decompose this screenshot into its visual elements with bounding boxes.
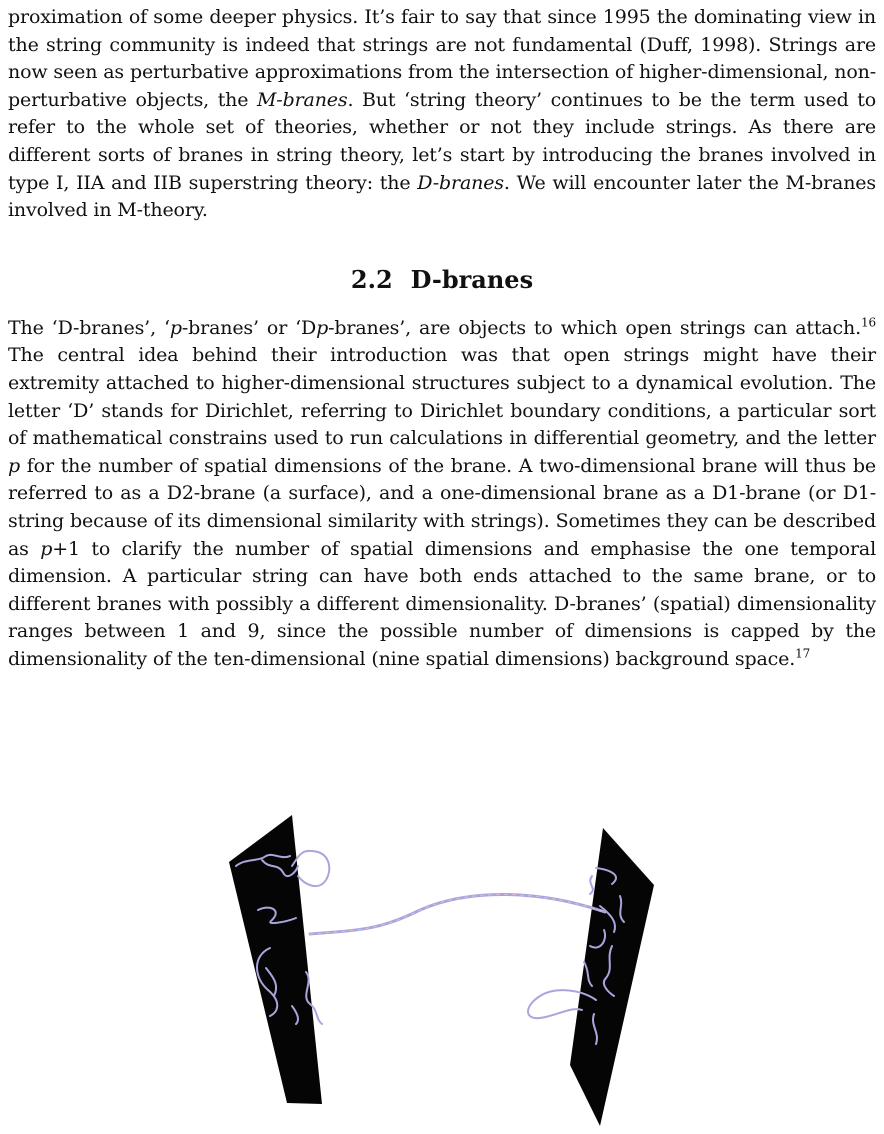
page-body [8,4,876,673]
text-run: for the number of spatial dimensions of the brane. A two-dimensional brane will thus be referred to as a D2-brane (a surface), and a one-dimensional brane as a D1-brane (or D1-string because of its dimensional similarity with strings). Sometimes they can be described as [8,454,876,560]
text-run: . We will encounter later the M-branes involved in M-theory. [8,171,877,222]
section-title: D-branes [410,264,534,294]
text-run: proximation of some deeper physics. It’s fair to say that since 1995 the dominating view in the string community is indeed that strings are not fundamental (Duff, 1998). Strings are now seen as perturbative approximations from the intersection of higher-dimensional, non-perturbative objects, the [8,6,876,111]
paragraph-d-branes [8,315,876,674]
math-p: p [316,316,329,339]
text-run: -branes’, are objects to which open strings can attach. [328,316,862,339]
math-p: p [169,316,182,339]
emphasis-d-branes: D-branes [417,171,504,194]
text-run: The ‘D-branes’, ‘ [8,316,170,339]
d-branes-figure [0,788,884,1134]
math-p: p [8,454,21,477]
text-run: . But ‘string theory’ continues to be the term used to refer to the whole set of theories, whether or not they include strings. As there are different sorts of branes in string theory, let’s start by introducing the branes involved in type I, IIA and IIB superstring theory: the [8,88,877,194]
emphasis-m-branes: M-branes [257,88,348,111]
math-p: p [40,537,53,560]
text-run: The central idea behind their introduction was that open strings might have their extremity attached to higher-dimensional structures subject to a dynamical evolution. The letter ‘D’ stands for Dirichlet, referring to Dirichlet boundary conditions, a particular sort of mathematical constrains used to run calculations in differential geometry, and the letter [8,344,876,450]
paragraph-intro [8,4,876,225]
section-number: 2.2 [350,264,393,294]
connecting-string [310,894,605,934]
text-run: -branes’ or ‘D [181,316,317,339]
footnote-marker-16[interactable]: 16 [861,315,876,330]
section-heading [8,265,876,295]
left-brane [229,815,322,1104]
text-run: +1 to clarify the number of spatial dimensions and emphasise the one temporal dimension. A particular string can have both ends attached to the same brane, or to different branes with possibly a different dimensionality. D-branes’ (spatial) dimensionality ranges between 1 and 9, since the possible number of dimensions is capped by the dimensionality of the ten-dimensional (nine spatial dimensions) background space. [8,537,876,670]
footnote-marker-17[interactable]: 17 [795,646,811,661]
